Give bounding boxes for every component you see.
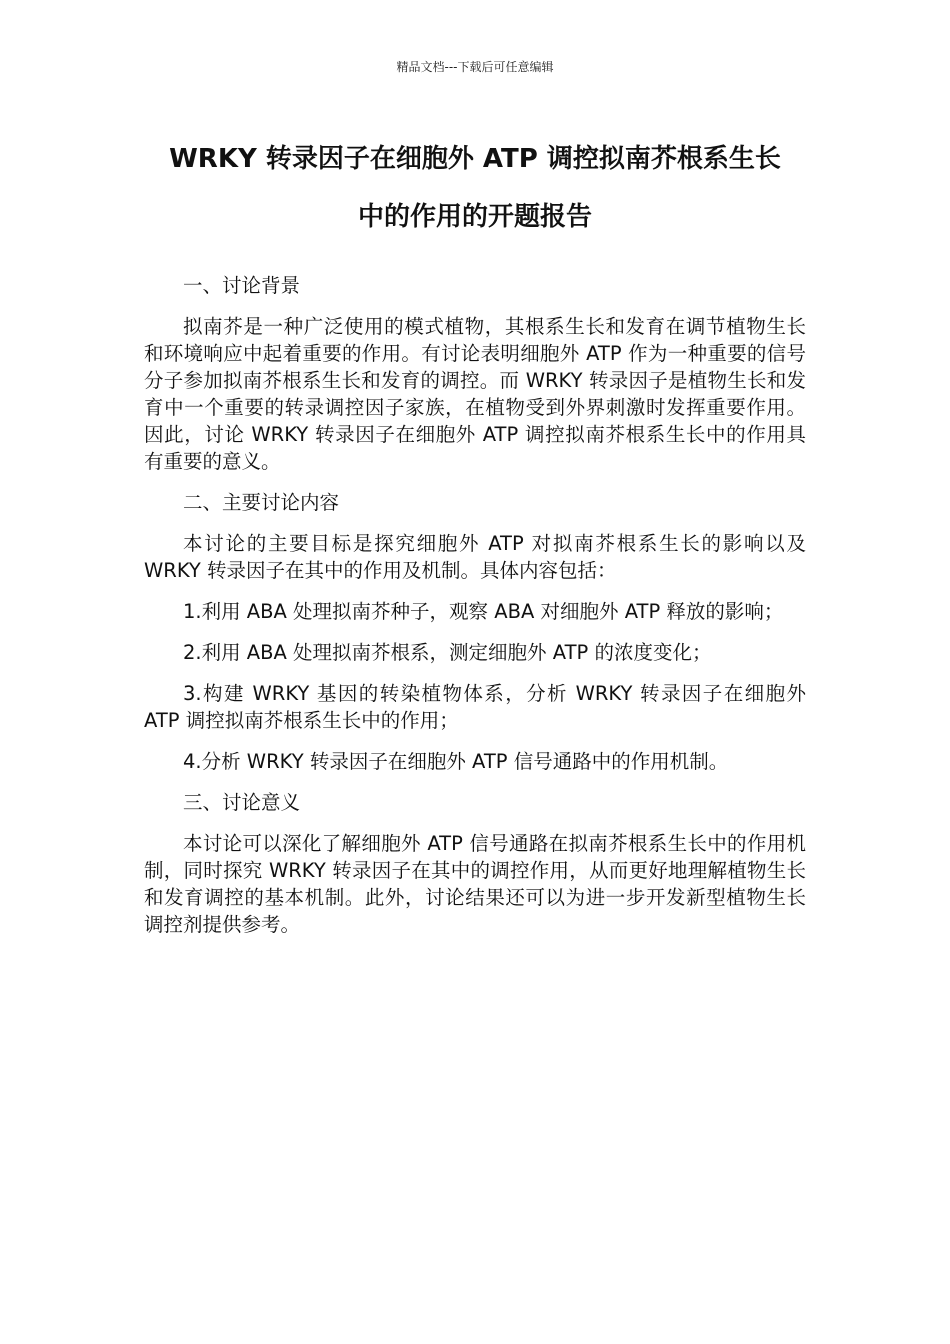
paragraph-main-content-intro: 本讨论的主要目标是探究细胞外 ATP 对拟南芥根系生长的影响以及 WRKY 转录因子在其中的作用及机制。具体内容包括： bbox=[144, 532, 806, 582]
paragraph-significance: 本讨论可以深化了解细胞外 ATP 信号通路在拟南芥根系生长中的作用机制，同时探究 WRKY 转录因子在其中的调控作用，从而更好地理解植物生长和发育调控的基本机制。此外，讨论结果还可以为进一步开发新型植物生长调控剂提供参考。 bbox=[144, 832, 806, 936]
list-item-4: 4.分析 WRKY 转录因子在细胞外 ATP 信号通路中的作用机制。 bbox=[183, 750, 729, 773]
title-line-2: 中的作用的开题报告 bbox=[357, 202, 592, 232]
section-heading-main-content: 二、主要讨论内容 bbox=[183, 491, 340, 514]
paragraph-background: 拟南芥是一种广泛使用的模式植物，其根系生长和发育在调节植物生长和环境响应中起着重要的作用。有讨论表明细胞外 ATP 作为一种重要的信号分子参加拟南芥根系生长和发育的调控。而 WRKY 转录因子是植物生长和发育中一个重要的转录调控因子家族，在植物受到外界刺激时发挥重要作用。因此，讨论 WRKY 转录因子在细胞外 ATP 调控拟南芥根系生长中的作用具有重要的意义。 bbox=[144, 315, 806, 473]
list-item-1: 1.利用 ABA 处理拟南芥种子，观察 ABA 对细胞外 ATP 释放的影响； bbox=[183, 600, 784, 623]
list-item-3: 3.构建 WRKY 基因的转染植物体系，分析 WRKY 转录因子在细胞外 ATP 调控拟南芥根系生长中的作用； bbox=[144, 682, 806, 732]
document-title bbox=[120, 130, 830, 246]
section-heading-background: 一、讨论背景 bbox=[183, 274, 301, 297]
title-line-1: WRKY 转录因子在细胞外 ATP 调控拟南芥根系生长 bbox=[169, 144, 781, 174]
section-heading-significance: 三、讨论意义 bbox=[183, 791, 301, 814]
document-body bbox=[144, 272, 806, 952]
header-note: 精品文档---下载后可任意编辑 bbox=[396, 60, 554, 74]
list-item-2: 2.利用 ABA 处理拟南芥根系，测定细胞外 ATP 的浓度变化； bbox=[183, 641, 712, 664]
